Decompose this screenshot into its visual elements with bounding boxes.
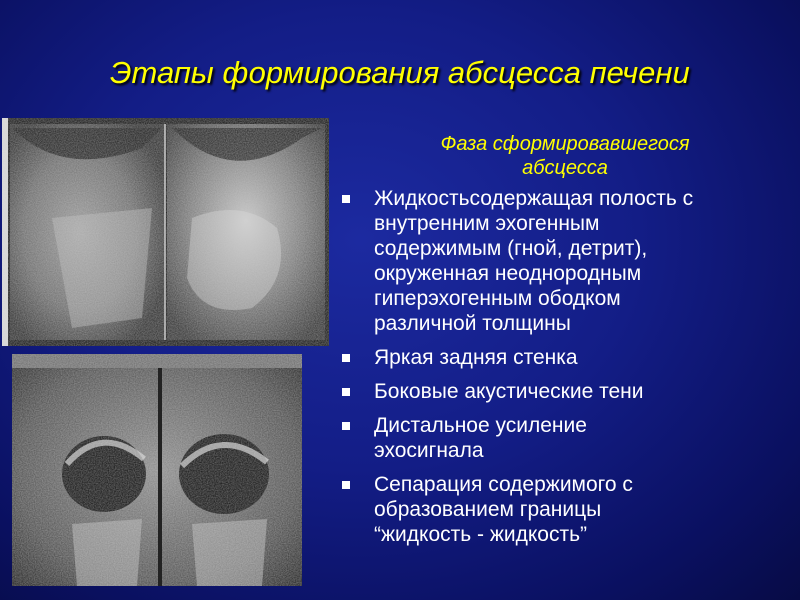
finding-item xyxy=(338,186,788,336)
finding-text: содержимым (гной, детрит), xyxy=(374,237,648,260)
finding-text: Сепарация содержимого с xyxy=(374,473,633,496)
finding-text: Жидкостьсодержащая полость с xyxy=(374,187,694,210)
finding-item xyxy=(338,413,788,463)
square-bullet-icon xyxy=(342,422,350,430)
ultrasound-image-bottom xyxy=(12,354,302,586)
finding-text: образованием границы xyxy=(374,498,602,521)
finding-text: Яркая задняя стенка xyxy=(374,346,578,369)
ultrasound-image-top xyxy=(2,118,329,346)
finding-item xyxy=(338,379,788,404)
square-bullet-icon xyxy=(342,354,350,362)
phase-heading xyxy=(355,132,775,180)
phase-heading-line2: абсцесса xyxy=(522,157,608,179)
square-bullet-icon xyxy=(342,195,350,203)
finding-text: внутренним эхогенным xyxy=(374,212,600,235)
square-bullet-icon xyxy=(342,388,350,396)
square-bullet-icon xyxy=(342,481,350,489)
findings-list xyxy=(338,186,788,556)
finding-item xyxy=(338,345,788,370)
finding-text: Дистальное усиление xyxy=(374,414,587,437)
slide-title: Этапы формирования абсцесса печени xyxy=(110,55,690,90)
finding-text: эхосигнала xyxy=(374,439,484,462)
finding-text: Боковые акустические тени xyxy=(374,380,644,403)
finding-text: различной толщины xyxy=(374,312,571,335)
finding-text: гиперэхогенным ободком xyxy=(374,287,621,310)
finding-text: окруженная неоднородным xyxy=(374,262,642,285)
finding-text: “жидкость - жидкость” xyxy=(374,523,588,546)
finding-item xyxy=(338,472,788,547)
phase-heading-line1: Фаза сформировавшегося xyxy=(440,133,690,155)
